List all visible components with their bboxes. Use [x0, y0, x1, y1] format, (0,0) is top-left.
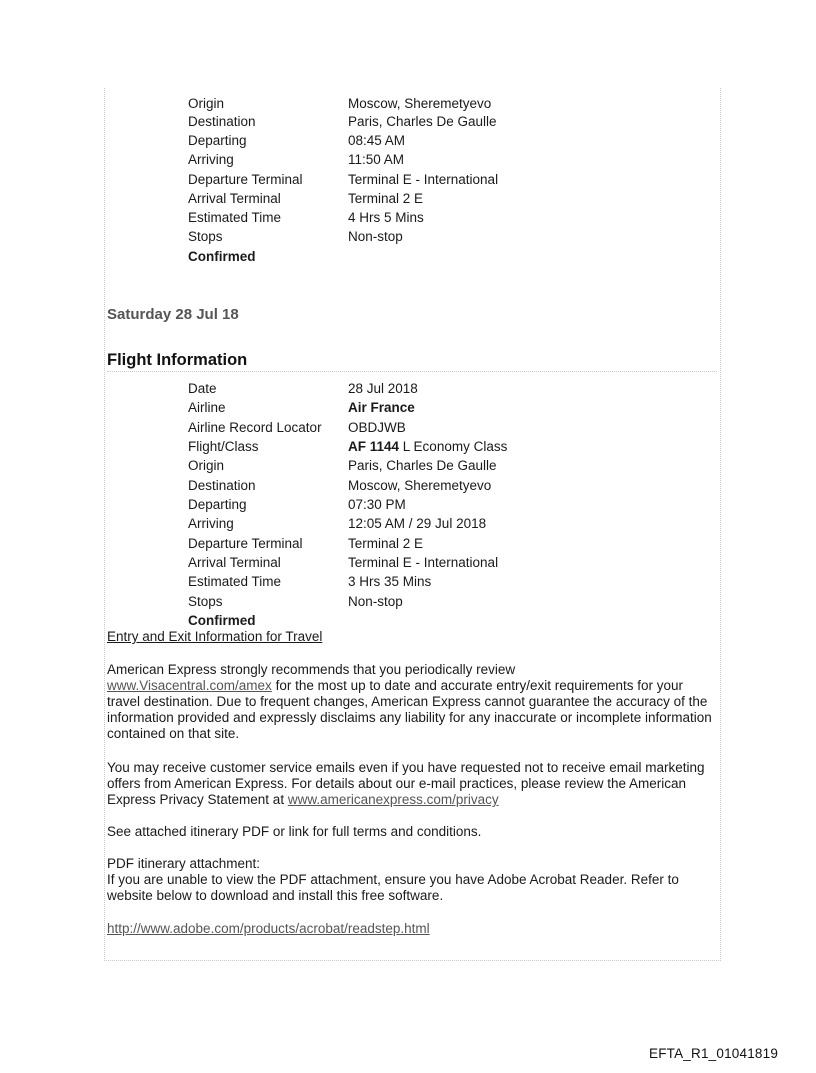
detail-label: Airline Record Locator [188, 420, 322, 435]
adobe-paragraph [107, 921, 719, 937]
status-confirmed: Confirmed [188, 249, 256, 264]
detail-label: Airline [188, 400, 226, 415]
detail-value: Paris, Charles De Gaulle [348, 458, 497, 473]
para1-text-start: American Express strongly recommends that you periodically review [107, 662, 516, 677]
detail-label: Arrival Terminal [188, 191, 281, 206]
detail-label: Origin [188, 96, 225, 111]
detail-value: 08:45 AM [348, 133, 406, 148]
visacentral-link[interactable]: www.Visacentral.com/amex [107, 678, 272, 693]
detail-value: Terminal E - International [348, 172, 499, 187]
detail-value: 07:30 PM [348, 497, 406, 512]
flight-class-value [348, 437, 507, 456]
detail-value: Moscow, Sheremetyevo [348, 96, 492, 111]
airline-name: Air France [348, 400, 415, 415]
detail-value: Non-stop [348, 229, 403, 244]
detail-label: Stops [188, 229, 223, 244]
flight-class: L Economy Class [399, 439, 508, 454]
detail-value: 11:50 AM [348, 152, 405, 167]
entry-exit-info-link[interactable]: Entry and Exit Information for Travel [107, 629, 323, 644]
pdf-instructions: If you are unable to view the PDF attachment, ensure you have Adobe Acrobat Reader. Refer to website below to download and install this free software. [107, 872, 679, 903]
day-heading: Saturday 28 Jul 18 [107, 306, 239, 323]
status-confirmed: Confirmed [188, 613, 256, 628]
detail-value: Terminal E - International [348, 555, 499, 570]
detail-value: 12:05 AM / 29 Jul 2018 [348, 516, 487, 531]
detail-value: Non-stop [348, 594, 403, 609]
detail-value: 28 Jul 2018 [348, 381, 418, 396]
detail-label: Arriving [188, 152, 234, 167]
detail-label: Arriving [188, 516, 234, 531]
visacentral-paragraph [107, 662, 719, 742]
detail-label: Departing [188, 497, 247, 512]
detail-label: Estimated Time [188, 574, 282, 589]
flight-number: AF 1144 [348, 439, 400, 454]
detail-label: Departing [188, 133, 247, 148]
terms-paragraph: See attached itinerary PDF or link for full terms and conditions. [107, 824, 482, 839]
record-locator: OBDJWB [348, 420, 406, 435]
pdf-paragraph [107, 856, 719, 904]
detail-value: Terminal 2 E [348, 536, 424, 551]
detail-label: Destination [188, 478, 256, 493]
para1-text-end: for the most up to date and accurate entry/exit requirements for your travel destination. Due to frequent changes, American Express cannot guarantee the accuracy of the information provided and expressly disclaims any liability for any inaccurate or incomplete information contained on that site. [107, 678, 712, 741]
detail-value: Terminal 2 E [348, 191, 424, 206]
detail-label: Destination [188, 114, 256, 129]
detail-label: Departure Terminal [188, 172, 303, 187]
adobe-link[interactable]: http://www.adobe.com/products/acrobat/readstep.html [107, 921, 430, 936]
para2-text: You may receive customer service emails even if you have requested not to receive email marketing offers from American Express. For details about our e-mail practices, please review the American Express Privacy Statement at [107, 760, 705, 807]
document-stamp: EFTA_R1_01041819 [649, 1046, 779, 1061]
section-title: Flight Information [107, 351, 717, 372]
detail-value: 4 Hrs 5 Mins [348, 210, 424, 225]
detail-label: Flight/Class [188, 439, 259, 454]
privacy-paragraph [107, 760, 719, 808]
detail-label: Stops [188, 594, 223, 609]
detail-label: Origin [188, 458, 225, 473]
pdf-heading: PDF itinerary attachment: [107, 856, 261, 871]
detail-label: Estimated Time [188, 210, 282, 225]
detail-label: Date [188, 381, 217, 396]
detail-label: Arrival Terminal [188, 555, 281, 570]
detail-value: Moscow, Sheremetyevo [348, 478, 492, 493]
detail-label: Departure Terminal [188, 536, 303, 551]
detail-value: Paris, Charles De Gaulle [348, 114, 497, 129]
privacy-link[interactable]: www.americanexpress.com/privacy [287, 792, 499, 807]
detail-value: 3 Hrs 35 Mins [348, 574, 432, 589]
